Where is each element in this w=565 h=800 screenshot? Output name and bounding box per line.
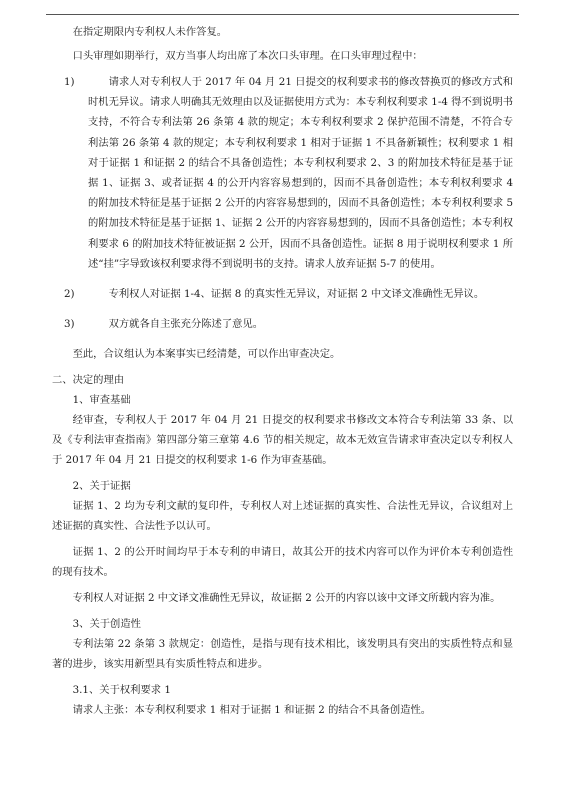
item-number: 1) bbox=[64, 76, 75, 88]
document-page bbox=[52, 22, 513, 720]
item-text: 双方就各自主张充分陈述了意见。 bbox=[108, 318, 264, 331]
paragraph: 请求人主张：本专利权利要求 1 相对于证据 1 和证据 2 的结合不具备创造性。 bbox=[72, 704, 432, 717]
subsection-heading: 3.1、关于权利要求 1 bbox=[72, 684, 171, 697]
list-item bbox=[52, 72, 513, 274]
subsection-heading: 3、关于创造性 bbox=[72, 618, 141, 631]
item-text: 专利权人对证据 1-4、证据 8 的真实性无异议，对证据 2 中文译文准确性无异议。 bbox=[108, 288, 485, 301]
section-heading: 二、决定的理由 bbox=[52, 374, 125, 387]
paragraph: 专利权人对证据 2 中文译文准确性无异议，故证据 2 公开的内容以该中文译文所载内容为准。 bbox=[72, 592, 501, 605]
list-item bbox=[52, 314, 513, 334]
text-line: 在指定期限内专利权人未作答复。 bbox=[72, 26, 228, 38]
paragraph: 经审查，专利权人于 2017 年 04 月 21 日提交的权利要求书修改文本符合专利法第 33 条、以及《专利法审查指南》第四部分第三章第 4.6 节的相关规定，故本无效宣告请求审查决定以专利权人于 2017 年 04 月 21 日提交的权利要求 1-6 作为审查基础。 bbox=[52, 414, 513, 467]
paragraph: 证据 1、2 均为专利文献的复印件，专利权人对上述证据的真实性、合法性无异议，合议组对上述证据的真实性、合法性予以认可。 bbox=[52, 500, 513, 533]
item-text: 请求人对专利权人于 2017 年 04 月 21 日提交的权利要求书的修改替换页的修改方式和时机无异议。请求人明确其无效理由以及证据使用方式为：本专利权利要求 1-4 得不到说明书支持，不符合专利法第 26 条第 4 款的规定；本专利权利要求 2 保护范围不清楚，不符合专利法第 26 条第 4 款的规定；本专利权利要求 1 相对于证据 1 不具备新颖性；权利要求 1 相对于证据 1 和证据 2 的结合不具备创造性；本专利权利要求 2、3 的附加技术特征是基于证据 1、证据 3、或者证据 4 的公开内容容易想到的，因而不具备创造性；本专利权利要求 4 的附加技术特征是基于证据 2 公开的内容容易想到的，因而不具备创造性；本专利权利要求 5 的附加技术特征是基于证据 1、证据 2 公开的内容容易想到的，因而不具备创造性；本专利权利要求 6 的附加技术特征被证据 2 公开，因而不具备创造性。证据 8 用于说明权利要求 1 所述“挂”字导致该权利要求得不到说明书的支持。请求人放弃证据 5-7 的使用。 bbox=[88, 76, 513, 270]
list-item bbox=[52, 284, 513, 304]
subsection-heading: 2、关于证据 bbox=[72, 480, 131, 493]
conclusion-text: 至此，合议组认为本案事实已经清楚，可以作出审查决定。 bbox=[72, 348, 341, 361]
subsection-heading: 1、审查基础 bbox=[72, 394, 131, 407]
paragraph: 专利法第 22 条第 3 款规定：创造性，是指与现有技术相比，该发明具有突出的实质性特点和显著的进步，该实用新型具有实质性特点和进步。 bbox=[52, 638, 513, 671]
paragraph: 证据 1、2 的公开时间均早于本专利的申请日，故其公开的技术内容可以作为评价本专利创造性的现有技术。 bbox=[52, 546, 513, 579]
item-number: 3) bbox=[64, 318, 75, 331]
text-line: 口头审理如期举行，双方当事人均出席了本次口头审理。在口头审理过程中： bbox=[72, 50, 423, 62]
top-rule bbox=[46, 14, 519, 15]
item-number: 2) bbox=[64, 288, 75, 301]
